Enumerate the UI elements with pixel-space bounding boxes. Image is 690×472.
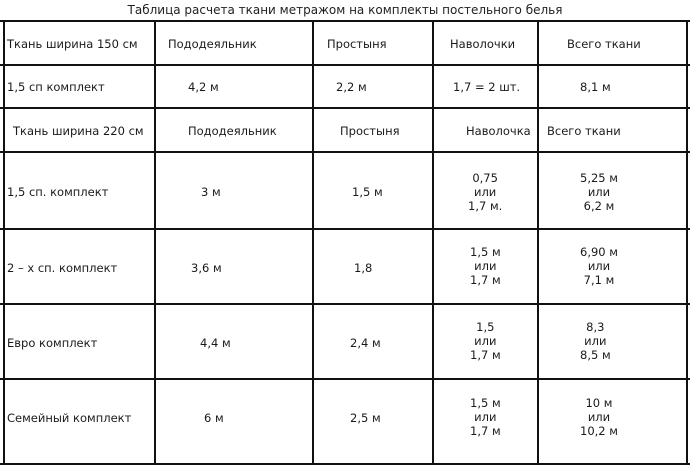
pillow-option: 1,7 м. (468, 199, 503, 213)
or-label: или (587, 185, 611, 199)
duvet-value: 3 м (201, 185, 221, 199)
total-option: 10,2 м (580, 424, 618, 438)
or-label: или (587, 410, 611, 424)
row-divider (0, 228, 690, 230)
or-label: или (473, 185, 497, 199)
column-divider (154, 20, 156, 465)
header-total: Всего ткани (567, 37, 641, 51)
or-label: или (474, 259, 497, 273)
duvet-value: 6 м (204, 411, 224, 425)
header-sheet: Простыня (340, 124, 400, 138)
row-divider (0, 20, 690, 22)
sheet-value: 2,4 м (350, 336, 381, 350)
row-divider (0, 463, 690, 465)
pillow-option: 1,5 м (470, 396, 501, 410)
column-divider (432, 20, 434, 465)
total-option: 6,90 м (580, 245, 618, 259)
row-name: 1,5 сп. комплект (7, 185, 109, 199)
pillow-option: 1,5 (476, 320, 495, 334)
pillow-value: 1,7 = 2 шт. (453, 80, 521, 94)
sheet-value: 2,5 м (350, 411, 381, 425)
header-fabric-150: Ткань ширина 150 см (7, 37, 138, 51)
header-duvet: Пододеяльник (168, 37, 257, 51)
header-fabric-220: Ткань ширина 220 см (13, 124, 144, 138)
duvet-value: 4,2 м (188, 80, 219, 94)
pillow-value (470, 320, 501, 362)
total-value: 8,1 м (580, 80, 611, 94)
header-total: Всего ткани (547, 124, 621, 138)
total-option: 8,3 (586, 320, 605, 334)
or-label: или (474, 410, 497, 424)
sheet-value: 2,2 м (336, 80, 367, 94)
pillow-value (470, 245, 501, 287)
header-duvet: Пододеяльник (188, 124, 277, 138)
pillow-option: 1,7 м (470, 348, 501, 362)
or-label: или (584, 334, 607, 348)
pillow-value (468, 171, 502, 213)
column-divider (686, 20, 688, 465)
table-title: Таблица расчета ткани метражом на комплекты постельного белья (127, 3, 563, 17)
row-name: 2 – х сп. комплект (7, 261, 118, 275)
total-option: 8,5 м (580, 348, 611, 362)
pillow-option: 1,7 м (470, 424, 501, 438)
sheet-value: 1,5 м (352, 185, 383, 199)
column-divider (3, 20, 5, 465)
total-value (580, 396, 618, 438)
header-pillowcases: Наволочки (450, 37, 516, 51)
column-divider (537, 20, 539, 465)
row-name: Семейный комплект (7, 411, 132, 425)
row-name: Евро комплект (7, 336, 98, 350)
row-divider (0, 151, 690, 153)
pillow-option: 1,7 м (470, 273, 501, 287)
total-option: 5,25 м (580, 171, 618, 185)
total-option: 7,1 м (583, 273, 615, 287)
total-value (580, 245, 618, 287)
header-pillowcase: Наволочка (466, 124, 531, 138)
sheet-value: 1,8 (354, 261, 373, 275)
row-divider (0, 303, 690, 305)
or-label: или (587, 259, 611, 273)
or-label: или (474, 334, 497, 348)
total-value (580, 320, 611, 362)
total-option: 10 м (585, 396, 613, 410)
row-divider (0, 107, 690, 109)
column-divider (312, 20, 314, 465)
duvet-value: 4,4 м (200, 336, 231, 350)
duvet-value: 3,6 м (191, 261, 222, 275)
total-value (580, 171, 618, 213)
total-option: 6,2 м (583, 199, 615, 213)
row-name: 1,5 сп комплект (7, 80, 105, 94)
pillow-option: 0,75 (472, 171, 498, 185)
row-divider (0, 378, 690, 380)
pillow-option: 1,5 м (470, 245, 501, 259)
row-divider (0, 64, 690, 66)
header-sheet: Простыня (327, 37, 387, 51)
pillow-value (470, 396, 501, 438)
